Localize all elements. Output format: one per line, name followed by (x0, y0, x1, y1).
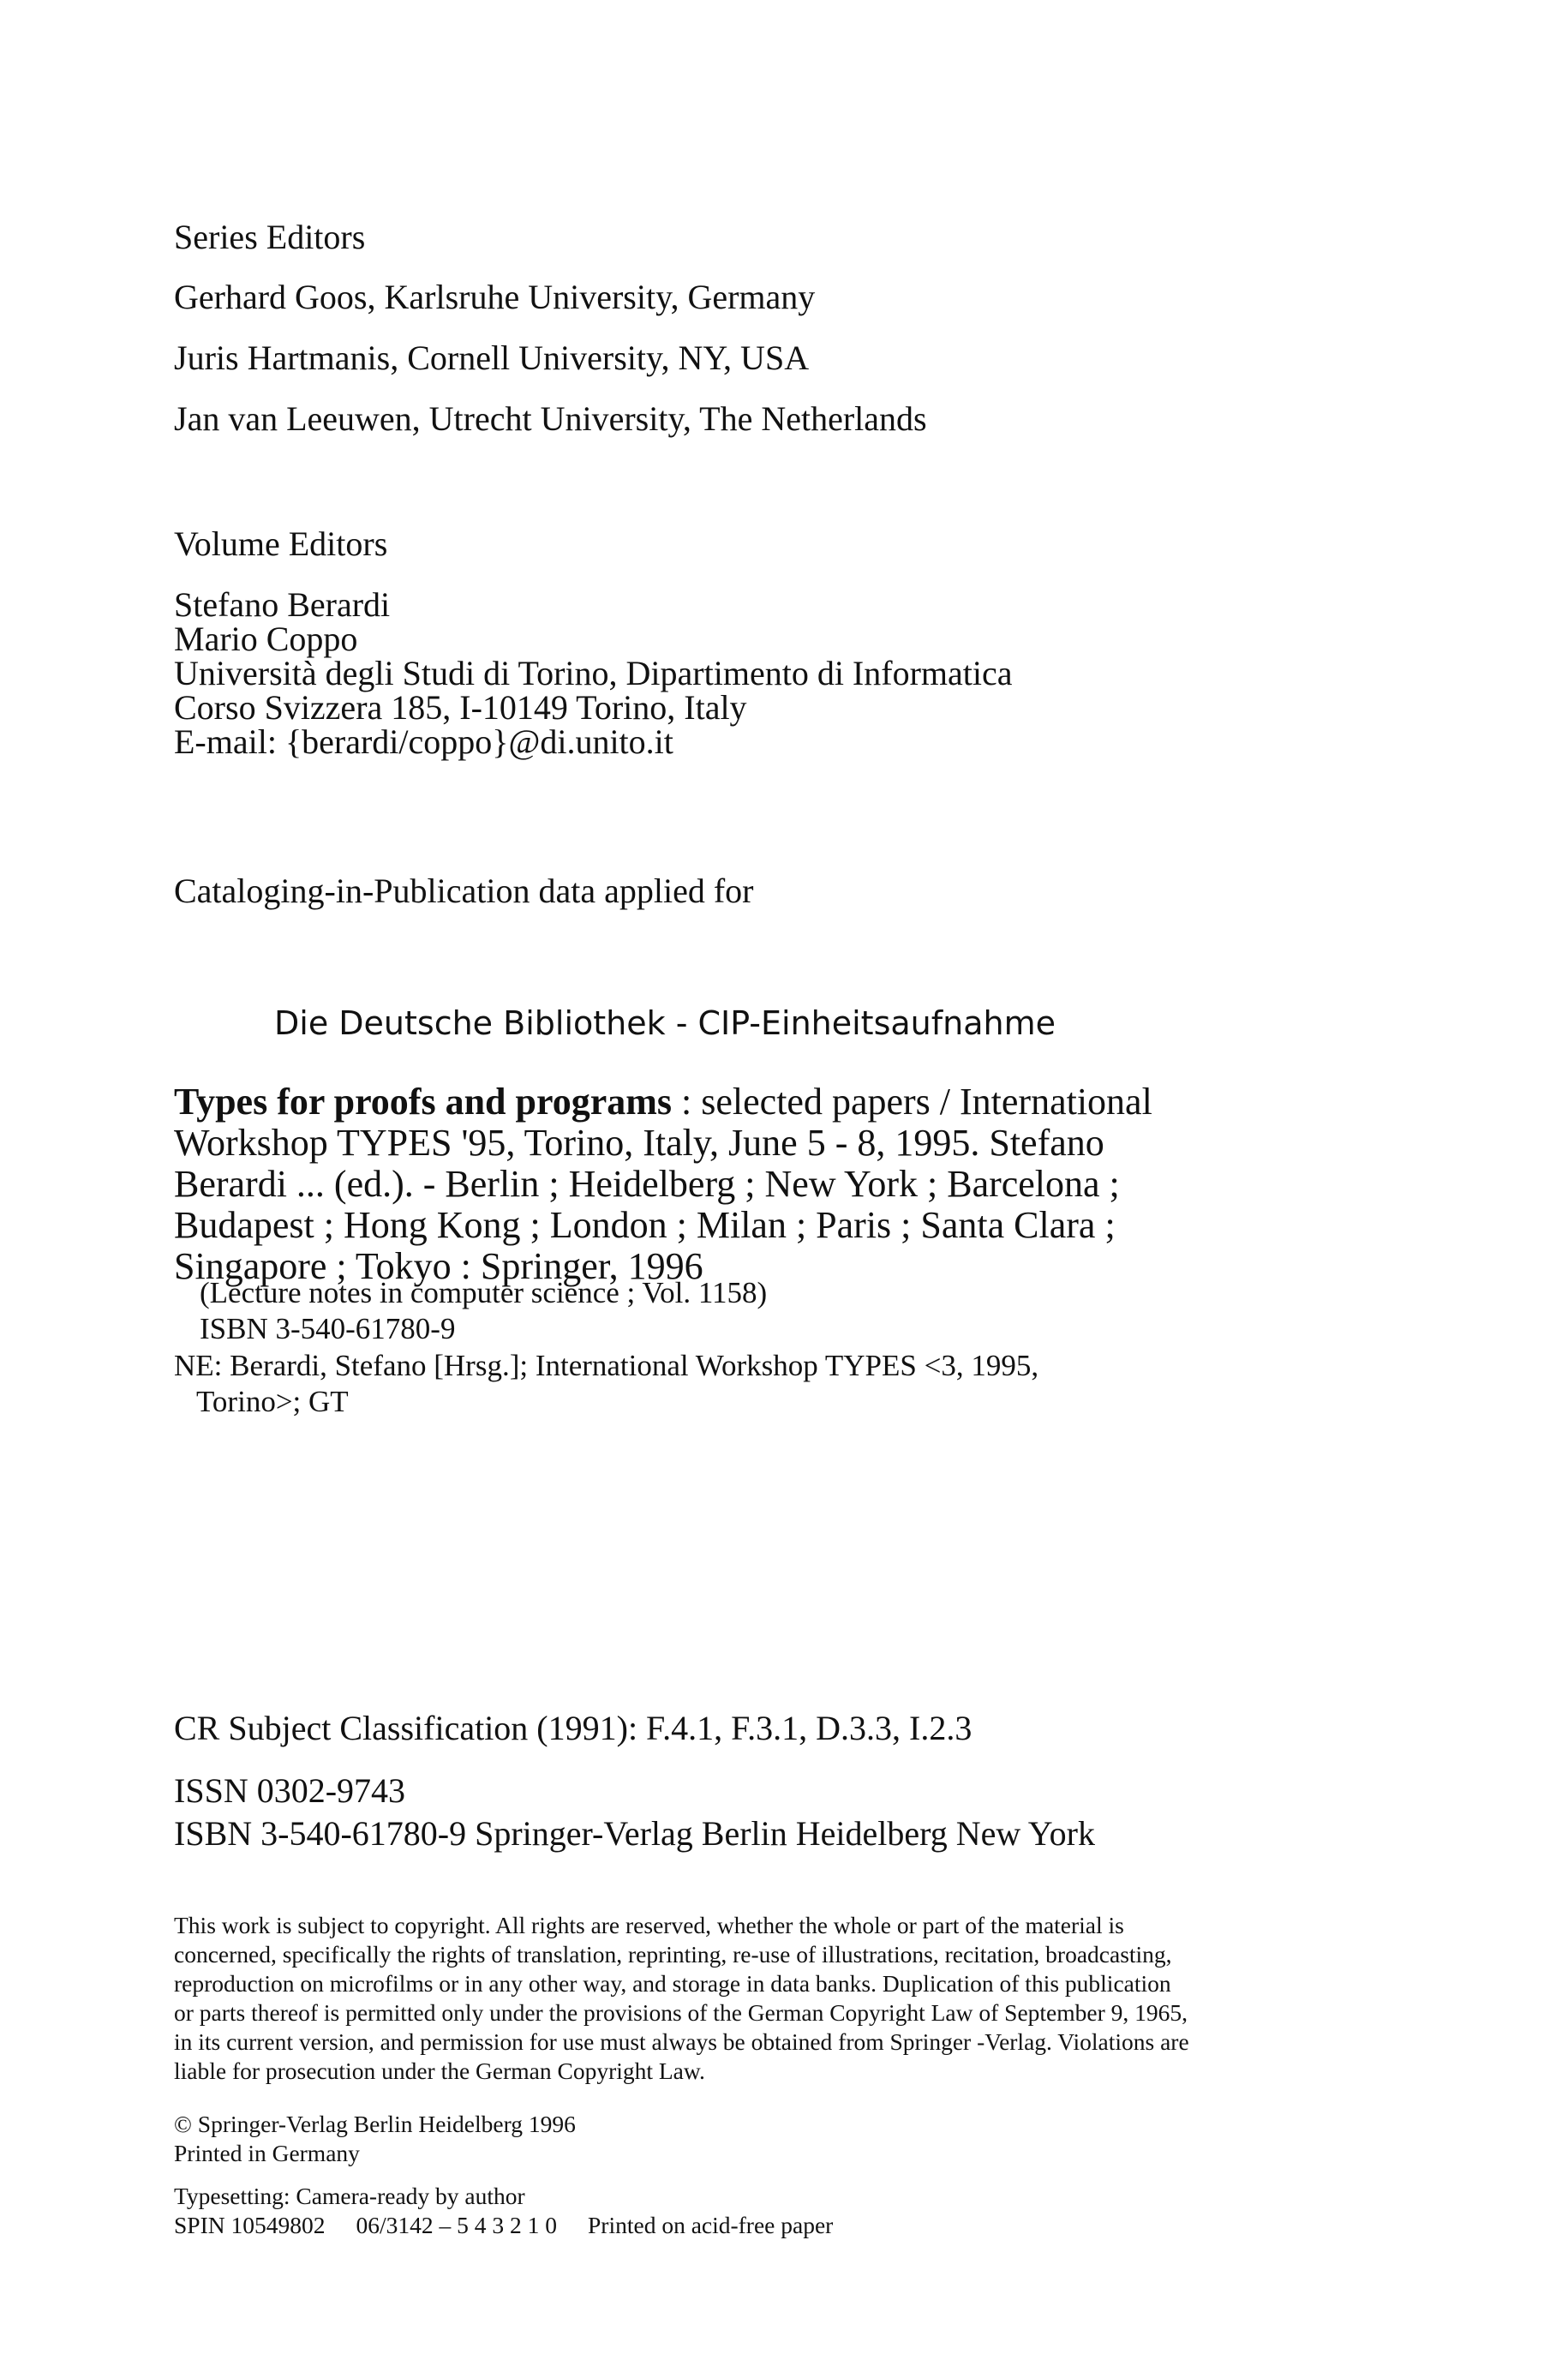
cip-line-places: Budapest ; Hong Kong ; London ; Milan ; Paris ; Santa Clara ; (174, 1204, 1116, 1246)
cip-line-publisher: Singapore ; Tokyo : Springer, 1996 (174, 1245, 703, 1287)
series-editor-hartmanis: Juris Hartmanis, Cornell University, NY, USA (174, 338, 810, 377)
cip-note: Cataloging-in-Publication data applied for (174, 872, 754, 910)
cip-heading: Die Deutsche Bibliothek - CIP-Einheitsaufnahme (274, 1004, 1056, 1042)
cip-title-line (174, 1081, 1152, 1123)
copyright-block (174, 2110, 576, 2168)
cip-series-line: (Lecture notes in computer science ; Vol. 1158) (200, 1276, 768, 1309)
spin-code: 06/3142 – 5 4 3 2 1 0 (356, 2212, 557, 2238)
cip-ne-line-1: NE: Berardi, Stefano [Hrsg.]; International Workshop TYPES <3, 1995, (174, 1349, 1039, 1382)
cr-classification: CR Subject Classification (1991): F.4.1, F.3.1, D.3.3, I.2.3 (174, 1709, 973, 1747)
cip-line-workshop: Workshop TYPES '95, Torino, Italy, June 5 - 8, 1995. Stefano (174, 1122, 1104, 1164)
volume-editors-block (174, 585, 1013, 761)
typesetting-block (174, 2182, 833, 2240)
isbn: ISBN 3-540-61780-9 Springer-Verlag Berlin Heidelberg New York (174, 1814, 1095, 1853)
series-editors-list (174, 267, 927, 449)
cip-line-editors: Berardi ... (ed.). - Berlin ; Heidelberg ; New York ; Barcelona ; (174, 1163, 1120, 1205)
volume-editor-email: E-mail: {berardi/coppo}@di.unito.it (174, 722, 673, 761)
volume-editor-affiliation: Università degli Studi di Torino, Dipartimento di Informatica (174, 654, 1013, 692)
series-editors-heading: Series Editors (174, 218, 366, 256)
volume-editor-berardi: Stefano Berardi (174, 585, 391, 624)
cip-subtitle: : selected papers / International (672, 1081, 1152, 1123)
acid-free-paper: Printed on acid-free paper (588, 2212, 834, 2238)
printed-in: Printed in Germany (174, 2140, 360, 2166)
cip-isbn-line: ISBN 3-540-61780-9 (200, 1312, 456, 1345)
volume-editor-coppo: Mario Coppo (174, 620, 358, 658)
typesetting: Typesetting: Camera-ready by author (174, 2183, 525, 2209)
cip-title: Types for proofs and programs (174, 1081, 673, 1123)
volume-editors-heading: Volume Editors (174, 524, 388, 563)
spin-line (174, 2211, 833, 2240)
copyright-line: © Springer-Verlag Berlin Heidelberg 1996 (174, 2111, 576, 2137)
copyright-notice-line-3: reproduction on microfilms or in any other way, and storage in data banks. Duplication of this publication (174, 1970, 1171, 1997)
copyright-notice (174, 1911, 1189, 2086)
issn: ISSN 0302-9743 (174, 1771, 406, 1810)
cip-series-block (174, 1275, 767, 1347)
copyright-notice-line-5: in its current version, and permission for use must always be obtained from Springer -Verlag. Violations are (174, 2028, 1189, 2055)
copyright-notice-line-6: liable for prosecution under the German Copyright Law. (174, 2058, 705, 2084)
copyright-notice-line-1: This work is subject to copyright. All rights are reserved, whether the whole or part of the material is (174, 1912, 1124, 1938)
copyright-notice-line-2: concerned, specifically the rights of translation, reprinting, re-use of illustrations, recitation, broadcasting, (174, 1941, 1172, 1968)
cip-ne-block (174, 1348, 1038, 1420)
volume-editor-address: Corso Svizzera 185, I-10149 Torino, Italy (174, 688, 747, 727)
cip-ne-line-2: Torino>; GT (196, 1385, 349, 1418)
copyright-notice-line-4: or parts thereof is permitted only under the provisions of the German Copyright Law of September 9, 1965, (174, 1999, 1188, 2026)
spin-number: SPIN 10549802 (174, 2212, 326, 2238)
series-editor-van-leeuwen: Jan van Leeuwen, Utrecht University, The Netherlands (174, 399, 927, 438)
series-editor-goos: Gerhard Goos, Karlsruhe University, Germany (174, 278, 816, 316)
cip-record (174, 1081, 1152, 1287)
